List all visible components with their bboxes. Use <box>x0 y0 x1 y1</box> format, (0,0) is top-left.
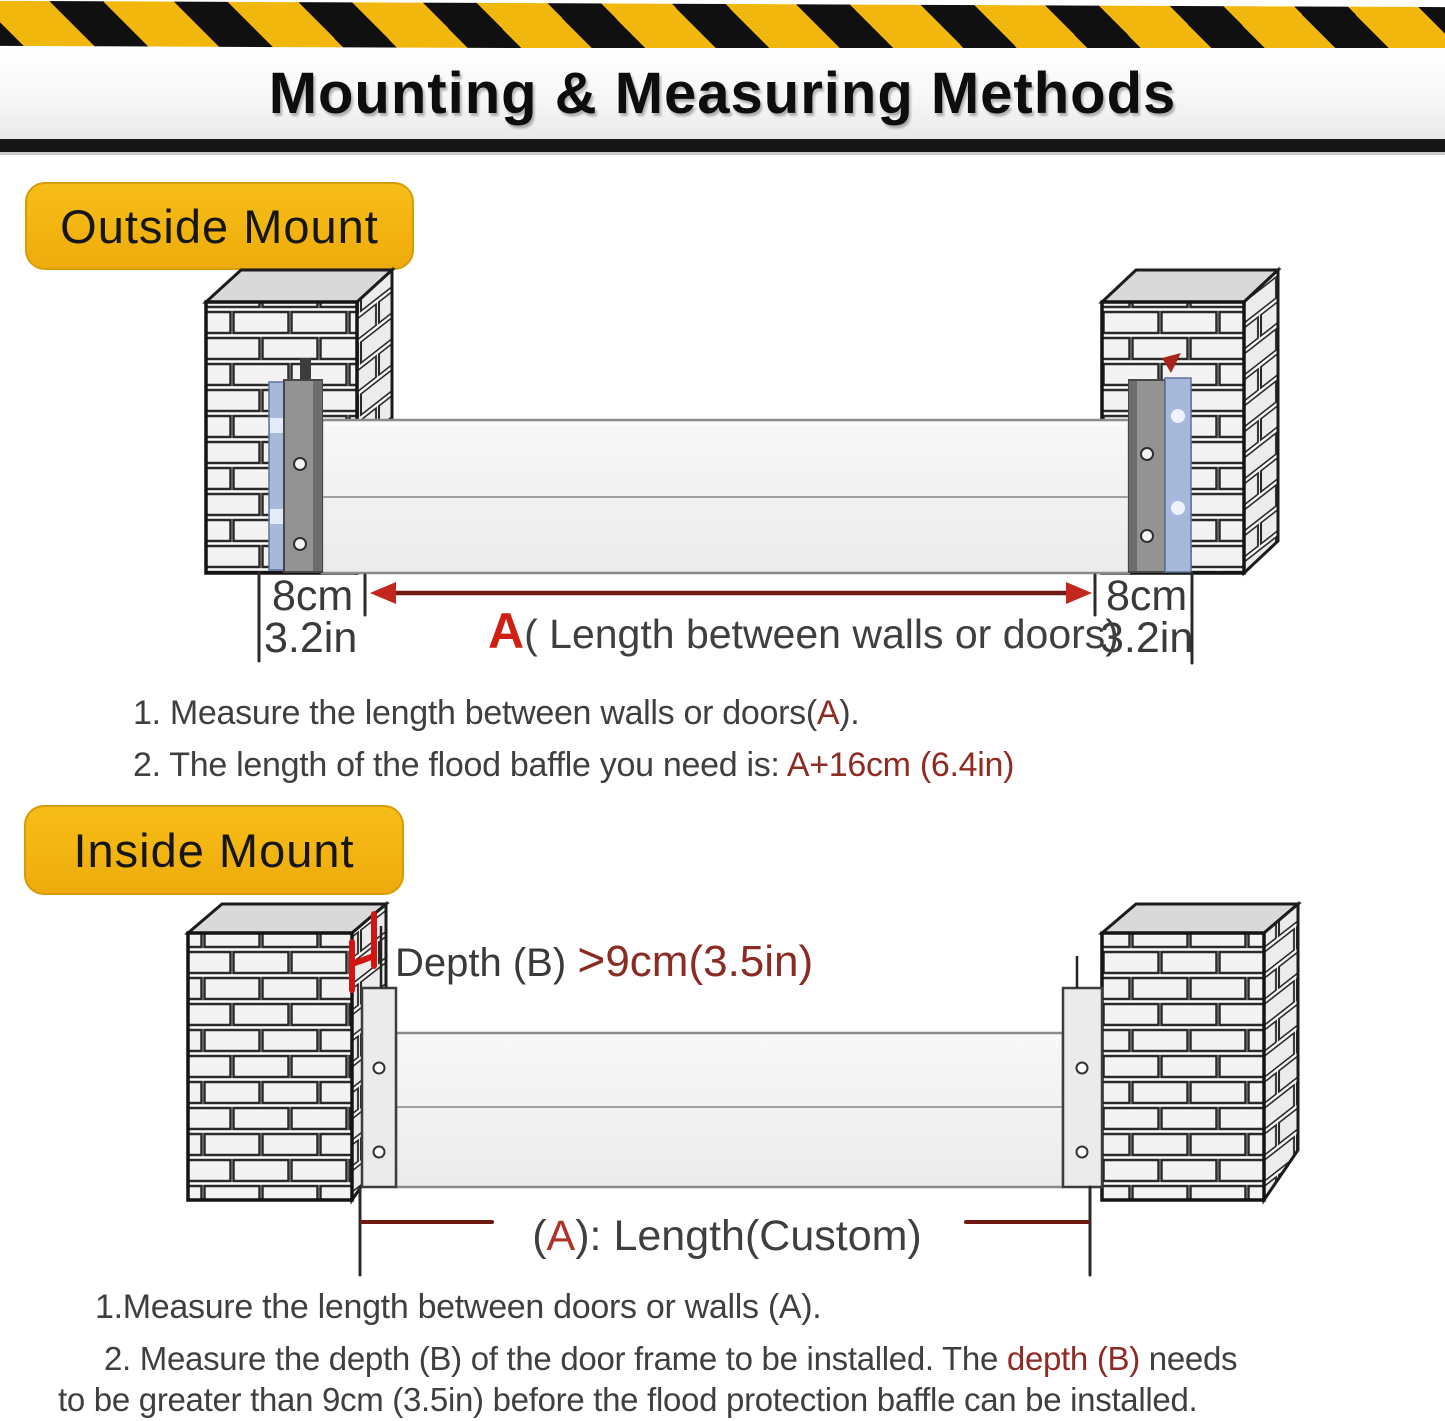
length-a: A <box>546 1212 576 1260</box>
inside-mount-badge <box>24 805 404 895</box>
screw-hole <box>1141 448 1153 460</box>
inside-mount-badge-label: Inside Mount <box>73 823 355 877</box>
step-text: needs <box>1139 1340 1238 1377</box>
inside-right-pillar <box>1102 904 1298 1200</box>
depth-value: 9cm(3.5in) <box>605 937 814 986</box>
pillar-side-face <box>1244 270 1278 573</box>
length-open: ( <box>532 1212 547 1260</box>
strip-highlight <box>270 418 283 433</box>
step-text: 2. The length of the flood baffle you need is: <box>133 746 787 784</box>
flood-barrier <box>322 420 1129 573</box>
pillar-front-face <box>1102 933 1264 1200</box>
seal-strip-blue <box>1165 378 1191 572</box>
length-label-a: A <box>488 603 525 659</box>
screw-hole <box>1141 530 1153 542</box>
page-title: Mounting & Measuring Methods <box>268 61 1177 126</box>
step-text: 1.Measure the length between doors or walls (A). <box>95 1288 822 1326</box>
inside-dimensions <box>360 1187 1090 1275</box>
screw-hole <box>1077 1147 1088 1158</box>
depth-gt-sign: > <box>577 934 606 987</box>
channel-shadow-edge <box>1129 381 1137 571</box>
step-text: 1. Measure the length between walls or doors( <box>133 694 817 732</box>
custom-length-label <box>532 1212 922 1260</box>
inside-mount-diagram <box>0 898 1445 1280</box>
outside-mount-badge-label: Outside Mount <box>60 199 379 253</box>
channel-shadow-edge <box>313 381 322 571</box>
mount-slot <box>300 358 311 382</box>
pillar-side-face <box>1264 904 1298 1200</box>
dim-left-inch: 3.2in <box>264 614 358 662</box>
dim-right-inch: 3.2in <box>1100 614 1194 662</box>
inside-step-2 <box>104 1340 1237 1378</box>
step-text: 2. Measure the depth (B) of the door frame to be installed. The <box>104 1340 1007 1377</box>
outside-step-2 <box>133 746 1014 785</box>
inside-step-3 <box>58 1381 1197 1419</box>
step-text: to be greater than 9cm (3.5in) before the flood protection baffle can be installed. <box>58 1381 1198 1418</box>
seal-strip-blue <box>269 382 284 570</box>
hazard-stripe-banner <box>0 1 1445 53</box>
inside-left-pillar <box>188 904 386 1200</box>
strip-highlight <box>1171 501 1185 515</box>
length-rest: ): Length(Custom) <box>575 1212 922 1260</box>
dim-left-cm: 8cm <box>272 572 354 620</box>
length-label <box>488 603 1119 659</box>
inside-right-mount <box>1063 956 1102 1187</box>
length-label-rest: ( Length between walls or doors) <box>524 611 1119 657</box>
screw-hole <box>374 1147 385 1158</box>
strip-highlight <box>1171 409 1185 423</box>
strip-highlight <box>270 509 283 524</box>
dim-right-cm: 8cm <box>1106 572 1188 620</box>
outside-mount-badge <box>25 182 414 270</box>
depth-label <box>395 934 813 987</box>
screw-hole <box>294 458 306 470</box>
pillar-front-face <box>188 933 352 1200</box>
arrowhead-left-icon <box>370 582 396 604</box>
title-band <box>0 48 1445 139</box>
step-em: A <box>816 694 840 732</box>
arrowhead-right-icon <box>1066 582 1092 604</box>
outside-dimensions <box>259 572 1193 663</box>
title-underbar-shadow <box>0 152 1445 155</box>
barrier-panels <box>396 1033 1063 1187</box>
depth-label-text: Depth (B) <box>395 941 578 985</box>
step-text: ). <box>839 694 860 732</box>
outside-right-mount <box>1129 353 1191 572</box>
screw-hole <box>374 1063 385 1074</box>
flood-barrier <box>396 1033 1063 1187</box>
step-em: A+16cm (6.4in) <box>786 746 1015 784</box>
screw-hole <box>294 538 306 550</box>
screw-hole <box>1077 1063 1088 1074</box>
inside-step-1 <box>95 1288 821 1327</box>
step-em: depth (B) <box>1006 1340 1140 1377</box>
outside-mount-diagram <box>0 258 1445 670</box>
title-underbar <box>0 139 1445 152</box>
outside-step-1 <box>133 694 859 733</box>
outside-left-mount <box>269 380 322 572</box>
